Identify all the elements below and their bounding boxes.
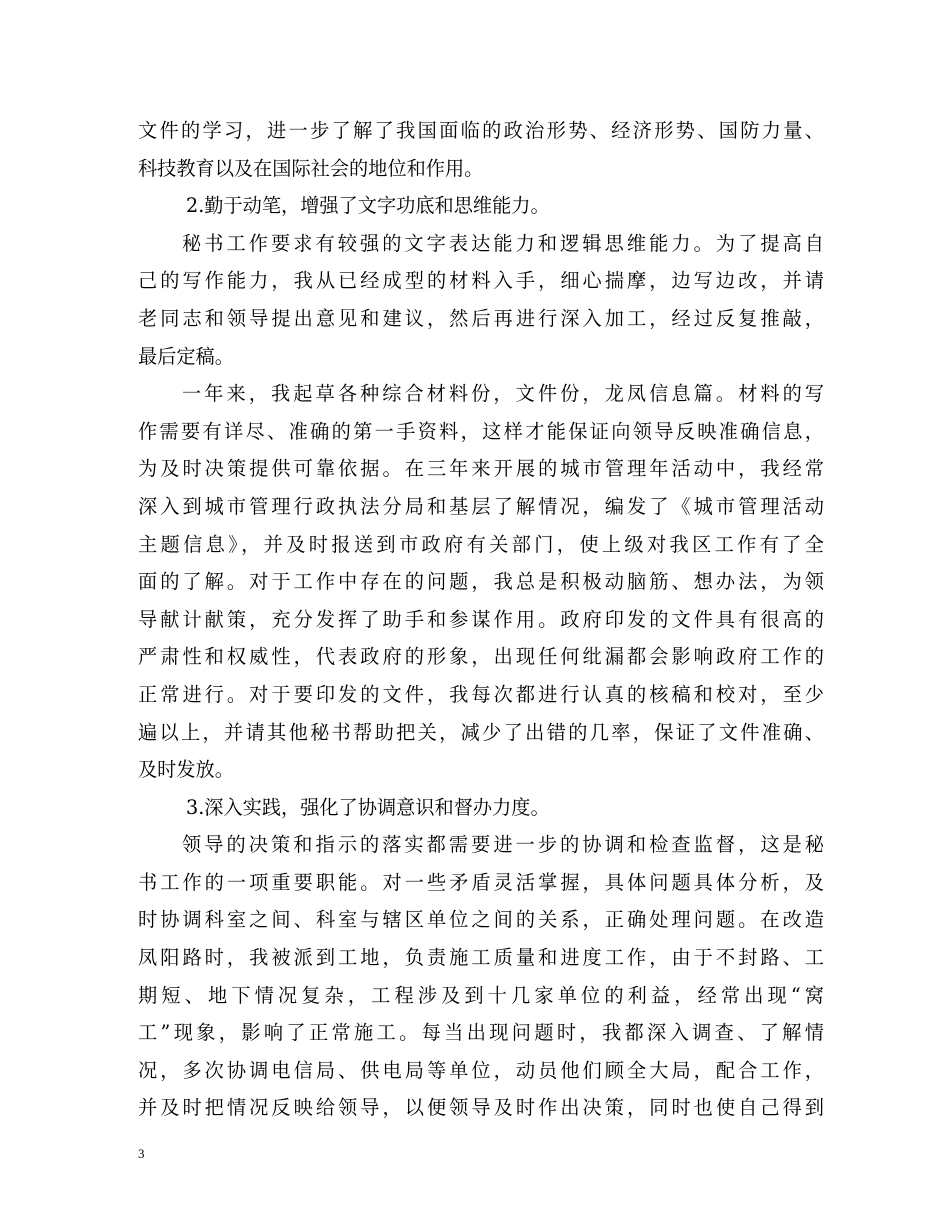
text-line: 2.勤于动笔，增强了文字功底和思维能力。 bbox=[186, 194, 550, 218]
text-line: 秘书工作要求有较强的文字表达能力和逻辑思维能力。为了提高自 bbox=[182, 231, 824, 255]
text-line: 书工作的一项重要职能。对一些矛盾灵活掌握，具体问题具体分析，及 bbox=[138, 870, 824, 894]
text-line: 遍以上，并请其他秘书帮助把关，减少了出错的几率，保证了文件准确、 bbox=[138, 720, 824, 744]
text-line: 作需要有详尽、准确的第一手资料，这样才能保证向领导反映准确信息， bbox=[138, 419, 824, 443]
text-line: 时协调科室之间、科室与辖区单位之间的关系，正确处理问题。在改造 bbox=[138, 908, 824, 932]
text-line: 深入到城市管理行政执法分局和基层了解情况，编发了《城市管理活动 bbox=[138, 494, 824, 518]
text-line: 并及时把情况反映给领导，以便领导及时作出决策，同时也使自己得到 bbox=[138, 1096, 824, 1120]
text-line: 工”现象，影响了正常施工。每当出现问题时，我都深入调查、了解情 bbox=[138, 1021, 824, 1045]
text-line: 严肃性和权威性，代表政府的形象，出现任何纰漏都会影响政府工作的 bbox=[138, 645, 824, 669]
text-line: 文件的学习，进一步了解了我国面临的政治形势、经济形势、国防力量、 bbox=[138, 119, 824, 142]
body-text bbox=[138, 112, 824, 1127]
text-line: 一年来，我起草各种综合材料份，文件份，龙凤信息篇。材料的写 bbox=[182, 382, 824, 406]
text-line: 领导的决策和指示的落实都需要进一步的协调和检查监督，这是秘 bbox=[182, 833, 824, 857]
text-line: 3.深入实践，强化了协调意识和督办力度。 bbox=[186, 795, 550, 819]
text-line: 科技教育以及在国际社会的地位和作用。 bbox=[138, 156, 484, 180]
text-line: 导献计献策，充分发挥了助手和参谋作用。政府印发的文件具有很高的 bbox=[138, 607, 824, 631]
text-line: 主题信息》，并及时报送到市政府有关部门，使上级对我区工作有了全 bbox=[138, 532, 824, 556]
text-line: 己的写作能力，我从已经成型的材料入手，细心揣摩，边写边改，并请 bbox=[138, 269, 824, 293]
text-line: 老同志和领导提出意见和建议，然后再进行深入加工，经过反复推敲， bbox=[138, 306, 824, 330]
text-line: 凤阳路时，我被派到工地，负责施工质量和进度工作，由于不封路、工 bbox=[138, 946, 824, 970]
text-line: 及时发放。 bbox=[138, 758, 234, 782]
text-line: 面的了解。对于工作中存在的问题，我总是积极动脑筋、想办法，为领 bbox=[138, 570, 824, 594]
text-line: 最后定稿。 bbox=[138, 344, 234, 368]
text-line: 正常进行。对于要印发的文件，我每次都进行认真的核稿和校对，至少 bbox=[138, 682, 824, 706]
text-line: 为及时决策提供可靠依据。在三年来开展的城市管理年活动中，我经常 bbox=[138, 457, 824, 481]
text-line: 况，多次协调电信局、供电局等单位，动员他们顾全大局，配合工作， bbox=[138, 1058, 824, 1082]
page-number: 3 bbox=[138, 1146, 145, 1161]
text-line: 期短、地下情况复杂，工程涉及到十几家单位的利益，经常出现“窝 bbox=[138, 983, 824, 1007]
